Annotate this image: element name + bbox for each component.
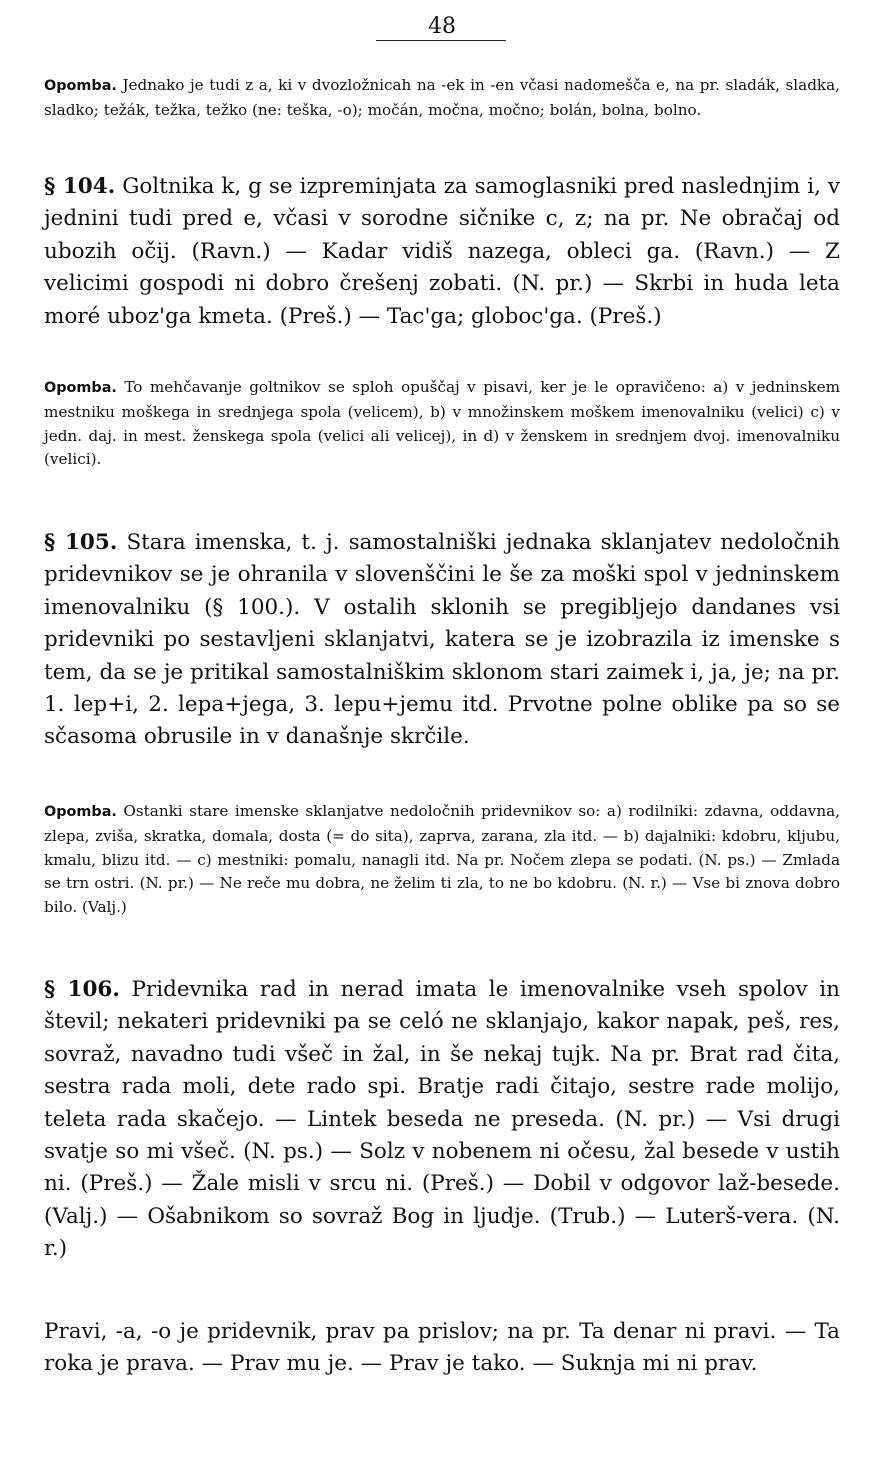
note-label: Opomba.	[44, 804, 117, 820]
paragraph-pravi	[44, 1316, 840, 1381]
note-paragraph	[44, 800, 840, 920]
note-text: Ostanki stare imenske sklanjatve nedoločnih pridevnikov so: a) rodilniki: zdavna, oddavna, zlepa, zviša, skratka, domala, dosta (= do sita), zaprva, zarana, zla itd. — b) dajalniki: kdobru, kljubu, kmalu, blizu itd. — c) mestniki: pomalu, nanagli itd. Na pr. Nočem zlepa se podati. (N. ps.) — Zmlada se trn ostri. (N. pr.) — Ne reče mu dobra, ne želim ti zla, to ne bo kdobru. (N. r.) — Vse bi znova dobro bilo. (Valj.)	[44, 802, 840, 917]
header-rule	[376, 40, 506, 41]
section-text: Goltnika k, g se izpreminjata za samoglasniki pred naslednjim i, v jednini tudi pred e, včasi v sorodne sičnike c, z; na pr. Ne obračaj od ubozih očij. (Ravn.) — Kadar vidiš nazega, obleci ga. (Ravn.) — Z velicimi gospodi ni dobro črešenj zobati. (N. pr.) — Skrbi in huda leta moré uboz'ga kmeta. (Preš.) — Tac'ga; globoc'ga. (Preš.)	[44, 174, 841, 329]
section-text: Pridevnika rad in nerad imata le imenovalnike vseh spolov in števil; nekateri pridevniki pa se celó ne sklanjajo, kakor napak, peš, res, sovraž, navadno tudi všeč in žal, in še nekaj tujk. Na pr. Brat rad čita, sestra rada moli, dete rado spi. Bratje radi čitajo, sestre rade molijo, teleta rada skačejo. — Lintek beseda ne preseda. (N. pr.) — Vsi drugi svatje so mi všeč. (N. ps.) — Solz v nobenem ni očesu, žal besede v ustih ni. (Preš.) — Žale misli v srcu ni. (Preš.) — Dobil v odgovor laž-besede. (Valj.) — Ošabnikom so sovraž Bog in ljudje. (Trub.) — Luterš-vera. (N. r.)	[44, 977, 840, 1262]
note-paragraph	[44, 376, 840, 472]
page-number: 48	[428, 14, 456, 39]
section-106	[44, 974, 840, 1266]
note-label: Opomba.	[44, 380, 117, 396]
note-label: Opomba.	[44, 78, 117, 94]
section-104	[44, 171, 840, 333]
note-text: To mehčavanje goltnikov se sploh opuščaj v pisavi, ker je le opravičeno: a) v jedninskem mestniku moškega in srednjega spola (velicem), b) v množinskem moškem imenovalniku (velici) c) v jedn. daj. in mest. ženskega spola (velici ali velicej), in d) v ženskem in srednjem dvoj. imenovalniku (velici).	[44, 378, 840, 469]
section-label: § 104.	[44, 174, 116, 199]
paragraph-text: Pravi, -a, -o je pridevnik, prav pa prislov; na pr. Ta denar ni pravi. — Ta roka je prava. — Prav mu je. — Prav je tako. — Suknja mi ni prav.	[44, 1319, 840, 1377]
section-label: § 105.	[44, 530, 118, 555]
section-105	[44, 527, 840, 754]
section-label: § 106.	[44, 977, 120, 1002]
section-text: Stara imenska, t. j. samostalniški jednaka sklanjatev nedoločnih pridevnikov se je ohranila v slovenščini le še za moški spol v jedninskem imenovalniku (§ 100.). V ostalih sklonih se pregibljejo dandanes vsi pridevniki po sestavljeni sklanjatvi, katera se je izobrazila iz imenske s tem, da se je pritikal samostalniškim sklonom stari zaimek i, ja, je; na pr. 1. lep+i, 2. lepa+jega, 3. lepu+jemu itd. Prvotne polne oblike pa so se sčasoma obrusile in v današnje skrčile.	[44, 530, 841, 750]
note-text: Jednako je tudi z a, ki v dvozložnicah na -ek in -en včasi nadomešča e, na pr. sladák, sladka, sladko; težák, težka, težko (ne: teška, -o); močán, močna, močno; bolán, bolna, bolno.	[44, 76, 841, 119]
note-paragraph	[44, 74, 840, 123]
